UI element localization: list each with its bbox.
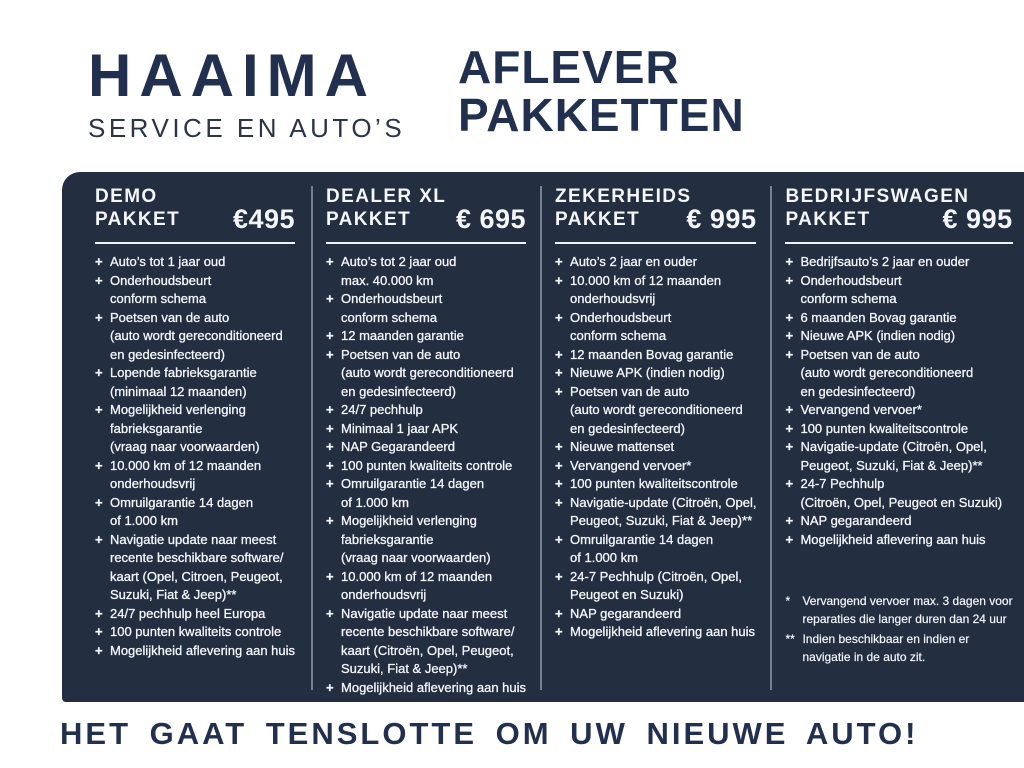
feature-item (785, 309, 1012, 328)
feature-text: 24/7 pechhulp (341, 402, 423, 417)
plus-bullet: + (95, 605, 103, 621)
feature-text: NAP gegarandeerd (570, 605, 682, 621)
feature-item (326, 346, 526, 402)
plus-bullet: + (555, 346, 563, 362)
feature-text: 24-7 Pechhulp (Citroën, Opel, Peugeot en Suzuki) (800, 476, 1003, 510)
plus-bullet: + (326, 568, 334, 584)
package-header (555, 186, 756, 244)
feature-item (95, 494, 295, 531)
feature-text: Navigatie-update (Citroën, Opel, Peugeot, Suzuki, Fiat & Jeep)** (570, 494, 757, 528)
packages-panel (62, 172, 1024, 702)
plus-bullet: + (95, 494, 103, 510)
brand-logo (88, 42, 406, 144)
feature-item (95, 642, 295, 661)
plus-bullet: + (785, 309, 794, 325)
plus-bullet: + (326, 457, 334, 473)
package-title-line2: PAKKET (326, 209, 412, 230)
feature-item (555, 438, 756, 457)
feature-text: Vervangend vervoer* (570, 457, 692, 473)
feature-item (555, 475, 756, 494)
feature-text: Nieuwe APK (indien nodig) (570, 365, 725, 380)
feature-text: 100 punten kwaliteits controle (341, 457, 513, 473)
feature-item (785, 531, 1012, 550)
package-title-line2: PAKKET (785, 209, 871, 230)
feature-text: Navigatie update naar meest recente beschikbare software/ kaart (Citroën, Opel, Peugeot, Suzuki, Fiat & Jeep)** (341, 605, 515, 676)
package-title-row (95, 204, 296, 234)
feature-text: Onderhoudsbeurt conform schema (800, 272, 902, 306)
package-title-row (326, 204, 527, 234)
feature-item (785, 327, 1012, 346)
feature-text: 100 punten kwaliteits controle (110, 624, 282, 639)
feature-item (95, 364, 295, 401)
package-title-line1: DEMO (95, 186, 158, 207)
feature-text: 24/7 pechhulp heel Europa (110, 605, 266, 621)
feature-text: 10.000 km of 12 maanden onderhoudsvrij (110, 457, 262, 491)
plus-bullet: + (95, 309, 103, 325)
feature-item (555, 309, 756, 346)
plus-bullet: + (555, 568, 563, 584)
feature-text: Poetsen van de auto (auto wordt gereconditioneerd en gedesinfecteerd) (570, 383, 743, 436)
brand-name: HAAIMA (88, 42, 376, 109)
feature-item (95, 605, 295, 624)
plus-bullet: + (555, 476, 563, 491)
feature-text: Nieuwe mattenset (570, 439, 675, 454)
plus-bullet: + (555, 605, 563, 621)
package-header (326, 186, 526, 244)
plus-bullet: + (785, 272, 794, 288)
plus-bullet: + (326, 679, 334, 695)
brand-subtitle: SERVICE EN AUTO’S (88, 113, 406, 143)
feature-text: Bedrijfsauto’s 2 jaar en ouder (800, 254, 970, 269)
feature-item (326, 512, 526, 568)
package-price: € 995 (942, 204, 1013, 234)
package-column-2 (311, 186, 540, 695)
feature-item (326, 679, 526, 698)
plus-bullet: + (785, 439, 794, 454)
feature-item (785, 438, 1012, 475)
footnote-text: Vervangend vervoer max. 3 dagen voor reparaties die langer duren dan 24 uur (802, 594, 1013, 626)
plus-bullet: + (785, 531, 794, 547)
feature-item (95, 623, 295, 642)
page-title (458, 41, 745, 141)
feature-text: Vervangend vervoer* (800, 402, 922, 417)
package-column-1 (62, 186, 311, 690)
feature-text: Mogelijkheid aflevering aan huis (800, 531, 986, 547)
feature-text: Poetsen van de auto (auto wordt gereconditioneerd en gedesinfecteerd) (800, 346, 974, 399)
package-column-4 (770, 186, 1024, 690)
package-title-line1: BEDRIJFSWAGEN (785, 186, 970, 207)
feature-item (555, 605, 756, 624)
feature-item (326, 457, 526, 476)
package-header (785, 186, 1012, 244)
feature-text: Auto’s tot 1 jaar oud (110, 254, 226, 269)
package-title-line1: ZEKERHEIDS (555, 186, 692, 207)
package-title-row (785, 204, 1013, 234)
plus-bullet: + (326, 439, 334, 454)
package-title-line2: PAKKET (95, 209, 181, 230)
footer-tagline: HET GAAT TENSLOTTE OM UW NIEUWE AUTO! (60, 716, 919, 751)
feature-text: 12 maanden Bovag garantie (570, 346, 734, 362)
feature-text: Onderhoudsbeurt conform schema (570, 309, 672, 343)
feature-item (95, 531, 295, 605)
plus-bullet: + (555, 365, 563, 380)
plus-bullet: + (785, 346, 794, 362)
footnote (785, 631, 1012, 666)
feature-item (326, 605, 526, 679)
plus-bullet: + (555, 309, 563, 325)
feature-item (555, 531, 756, 568)
feature-text: Mogelijkheid aflevering aan huis (110, 642, 296, 658)
feature-text: Nieuwe APK (indien nodig) (800, 328, 956, 343)
plus-bullet: + (326, 328, 334, 343)
feature-item (326, 475, 526, 512)
feature-text: NAP Gegarandeerd (341, 439, 455, 454)
feature-item (555, 253, 756, 272)
footnote-marker: * (785, 594, 791, 608)
feature-text: Auto’s 2 jaar en ouder (570, 254, 697, 269)
package-price: € 695 (455, 204, 527, 234)
feature-item (326, 290, 526, 327)
plus-bullet: + (95, 402, 103, 417)
feature-item (785, 272, 1012, 309)
feature-item (785, 420, 1012, 439)
footnote-text: Indien beschikbaar en indien er navigatie in de auto zit. (802, 632, 970, 664)
plus-bullet: + (555, 439, 563, 454)
package-header (95, 186, 295, 244)
plus-bullet: + (555, 494, 563, 510)
footnotes (785, 593, 1012, 666)
feature-text: 10.000 km of 12 maanden onderhoudsvrij (570, 272, 722, 306)
package-title-row (555, 204, 757, 234)
package-column-3 (540, 186, 770, 690)
plus-bullet: + (555, 531, 563, 547)
plus-bullet: + (785, 254, 794, 269)
feature-text: Omruilgarantie 14 dagen of 1.000 km (110, 494, 254, 528)
feature-text: 12 maanden garantie (341, 328, 464, 343)
package-feature-list (785, 253, 1012, 549)
feature-item (785, 475, 1012, 512)
feature-item (326, 438, 526, 457)
plus-bullet: + (326, 402, 334, 417)
feature-text: 100 punten kwaliteitscontrole (800, 420, 969, 436)
package-title-line2: PAKKET (555, 209, 641, 230)
feature-item (95, 457, 295, 494)
package-feature-list (326, 253, 526, 697)
feature-text: 6 maanden Bovag garantie (800, 309, 957, 325)
feature-item (555, 457, 756, 476)
feature-item (785, 512, 1012, 531)
plus-bullet: + (95, 457, 103, 473)
plus-bullet: + (785, 513, 794, 528)
feature-text: Mogelijkheid aflevering aan huis (570, 624, 756, 639)
plus-bullet: + (555, 383, 563, 399)
footnote-marker: ** (785, 632, 795, 646)
feature-item (555, 623, 756, 642)
plus-bullet: + (326, 291, 334, 306)
feature-item (555, 346, 756, 365)
feature-text: 24-7 Pechhulp (Citroën, Opel, Peugeot en Suzuki) (570, 568, 743, 602)
plus-bullet: + (95, 272, 103, 288)
feature-item (785, 346, 1012, 402)
feature-item (95, 253, 295, 272)
feature-item (95, 272, 295, 309)
feature-text: Omruilgarantie 14 dagen of 1.000 km (570, 531, 714, 565)
plus-bullet: + (95, 624, 103, 639)
plus-bullet: + (785, 402, 794, 417)
feature-item (95, 401, 295, 457)
plus-bullet: + (326, 346, 334, 362)
plus-bullet: + (785, 328, 794, 343)
feature-text: Mogelijkheid aflevering aan huis (341, 679, 527, 695)
feature-item (785, 253, 1012, 272)
feature-text: NAP gegarandeerd (800, 513, 912, 528)
feature-item (555, 494, 756, 531)
plus-bullet: + (326, 513, 334, 528)
package-price: € 995 (686, 204, 757, 234)
feature-text: Mogelijkheid verlenging fabrieksgarantie (vraag naar voorwaarden) (110, 402, 260, 454)
feature-item (326, 420, 526, 439)
feature-text: Auto’s tot 2 jaar oud max. 40.000 km (341, 254, 457, 288)
plus-bullet: + (326, 254, 334, 269)
plus-bullet: + (326, 420, 334, 436)
plus-bullet: + (95, 531, 103, 547)
plus-bullet: + (785, 420, 794, 436)
feature-text: Lopende fabrieksgarantie (minimaal 12 maanden) (110, 365, 257, 399)
plus-bullet: + (95, 365, 103, 380)
page-title-line1: AFLEVER (458, 41, 680, 93)
feature-item (785, 401, 1012, 420)
feature-item (555, 383, 756, 439)
plus-bullet: + (95, 254, 103, 269)
feature-text: Navigatie update naar meest recente beschikbare software/ kaart (Opel, Citroen, Peugeot, Suzuki, Fiat & Jeep)** (110, 531, 284, 602)
feature-item (326, 327, 526, 346)
feature-text: Minimaal 1 jaar APK (341, 420, 459, 436)
page-title-line2: PAKKETTEN (458, 88, 745, 141)
feature-item (326, 401, 526, 420)
plus-bullet: + (555, 624, 563, 639)
plus-bullet: + (555, 272, 563, 288)
feature-text: Omruilgarantie 14 dagen of 1.000 km (341, 476, 485, 510)
package-feature-list (555, 253, 756, 642)
feature-item (555, 272, 756, 309)
feature-item (95, 309, 295, 365)
plus-bullet: + (555, 457, 563, 473)
feature-text: Onderhoudsbeurt conform schema (341, 291, 443, 325)
feature-text: Poetsen van de auto (auto wordt gereconditioneerd en gedesinfecteerd) (341, 346, 514, 399)
package-title-line1: DEALER XL (326, 186, 447, 207)
feature-item (555, 364, 756, 383)
footnote (785, 593, 1012, 628)
feature-text: 10.000 km of 12 maanden onderhoudsvrij (341, 568, 493, 602)
feature-item (326, 568, 526, 605)
plus-bullet: + (326, 476, 334, 491)
feature-item (326, 253, 526, 290)
feature-text: Navigatie-update (Citroën, Opel, Peugeot, Suzuki, Fiat & Jeep)** (800, 439, 987, 473)
feature-item (555, 568, 756, 605)
package-price: €495 (232, 204, 296, 234)
feature-text: Poetsen van de auto (auto wordt gereconditioneerd en gedesinfecteerd) (110, 309, 283, 362)
plus-bullet: + (785, 476, 794, 491)
feature-text: Onderhoudsbeurt conform schema (110, 272, 212, 306)
plus-bullet: + (95, 642, 103, 658)
feature-text: Mogelijkheid verlenging fabrieksgarantie (vraag naar voorwaarden) (341, 513, 491, 565)
plus-bullet: + (555, 254, 563, 269)
feature-text: 100 punten kwaliteitscontrole (570, 476, 738, 491)
plus-bullet: + (326, 605, 334, 621)
package-feature-list (95, 253, 295, 660)
